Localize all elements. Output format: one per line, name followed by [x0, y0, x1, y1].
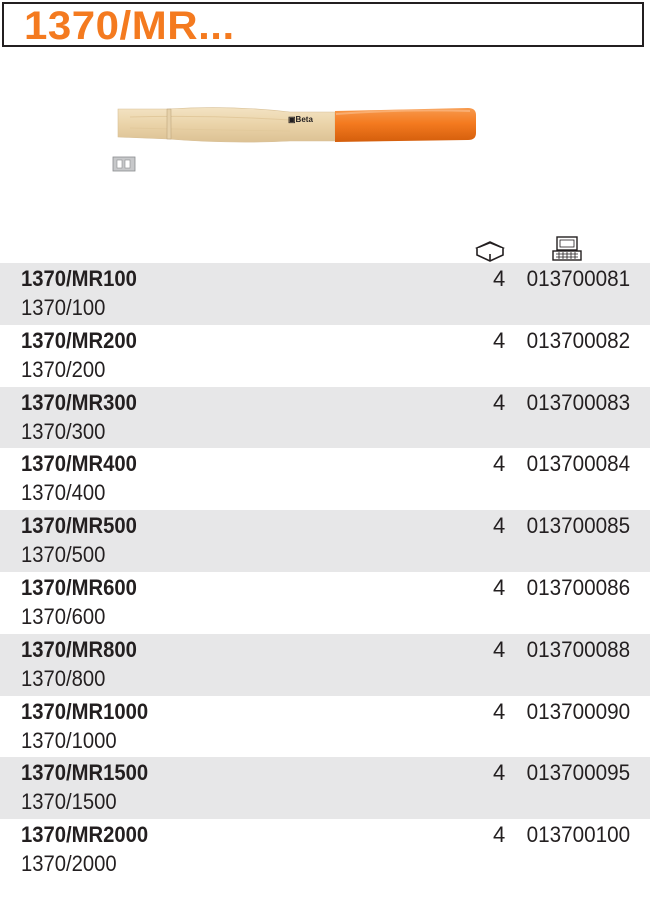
table-row	[0, 572, 650, 634]
row-code: 013700085	[526, 513, 630, 539]
row-code: 013700081	[526, 266, 630, 291]
table-row	[0, 387, 650, 449]
row-reference: 1370/MR800	[21, 636, 137, 662]
row-code: 013700084	[526, 451, 630, 477]
row-alternate-reference: 1370/500	[21, 542, 106, 568]
row-reference: 1370/MR300	[21, 389, 137, 415]
row-reference: 1370/MR400	[21, 451, 137, 477]
row-alternate-reference: 1370/2000	[21, 851, 117, 877]
row-reference: 1370/MR2000	[21, 822, 149, 848]
row-reference: 1370/MR1000	[21, 698, 149, 724]
row-code: 013700088	[526, 636, 630, 662]
row-quantity: 4	[493, 698, 506, 724]
row-quantity: 4	[493, 760, 506, 786]
row-code: 013700100	[526, 822, 630, 848]
svg-text:▣Beta: ▣Beta	[288, 115, 313, 124]
row-quantity: 4	[493, 451, 506, 477]
row-code: 013700083	[526, 389, 630, 415]
row-reference: 1370/MR600	[21, 574, 137, 600]
row-quantity: 4	[493, 327, 506, 353]
table-row	[0, 510, 650, 572]
table-row	[0, 263, 650, 325]
row-quantity: 4	[493, 389, 506, 415]
row-reference: 1370/MR1500	[21, 760, 149, 786]
table-row	[0, 819, 650, 881]
table-row	[0, 448, 650, 510]
table-row	[0, 325, 650, 387]
row-alternate-reference: 1370/1000	[21, 727, 117, 753]
row-alternate-reference: 1370/1500	[21, 789, 117, 815]
row-alternate-reference: 1370/300	[21, 418, 106, 444]
row-alternate-reference: 1370/600	[21, 603, 106, 629]
row-code: 013700095	[526, 760, 630, 786]
product-table	[0, 263, 650, 881]
row-code: 013700082	[526, 327, 630, 353]
table-row	[0, 757, 650, 819]
row-reference: 1370/MR500	[21, 513, 137, 539]
page-title: 1370/MR...	[24, 4, 235, 48]
table-row	[0, 696, 650, 758]
row-quantity: 4	[493, 574, 506, 600]
box-quantity-icon	[474, 238, 506, 262]
row-code: 013700090	[526, 698, 630, 724]
row-reference: 1370/MR100	[21, 266, 137, 291]
row-reference: 1370/MR200	[21, 327, 137, 353]
title-box	[2, 2, 644, 47]
table-row	[0, 634, 650, 696]
row-quantity: 4	[493, 266, 506, 291]
barcode-terminal-icon	[551, 236, 583, 262]
row-quantity: 4	[493, 513, 506, 539]
row-quantity: 4	[493, 636, 506, 662]
row-alternate-reference: 1370/100	[21, 295, 106, 320]
row-code: 013700086	[526, 574, 630, 600]
row-alternate-reference: 1370/800	[21, 665, 106, 691]
row-alternate-reference: 1370/200	[21, 356, 106, 382]
row-alternate-reference: 1370/400	[21, 480, 106, 506]
hammer-handle-image	[110, 95, 480, 185]
row-quantity: 4	[493, 822, 506, 848]
